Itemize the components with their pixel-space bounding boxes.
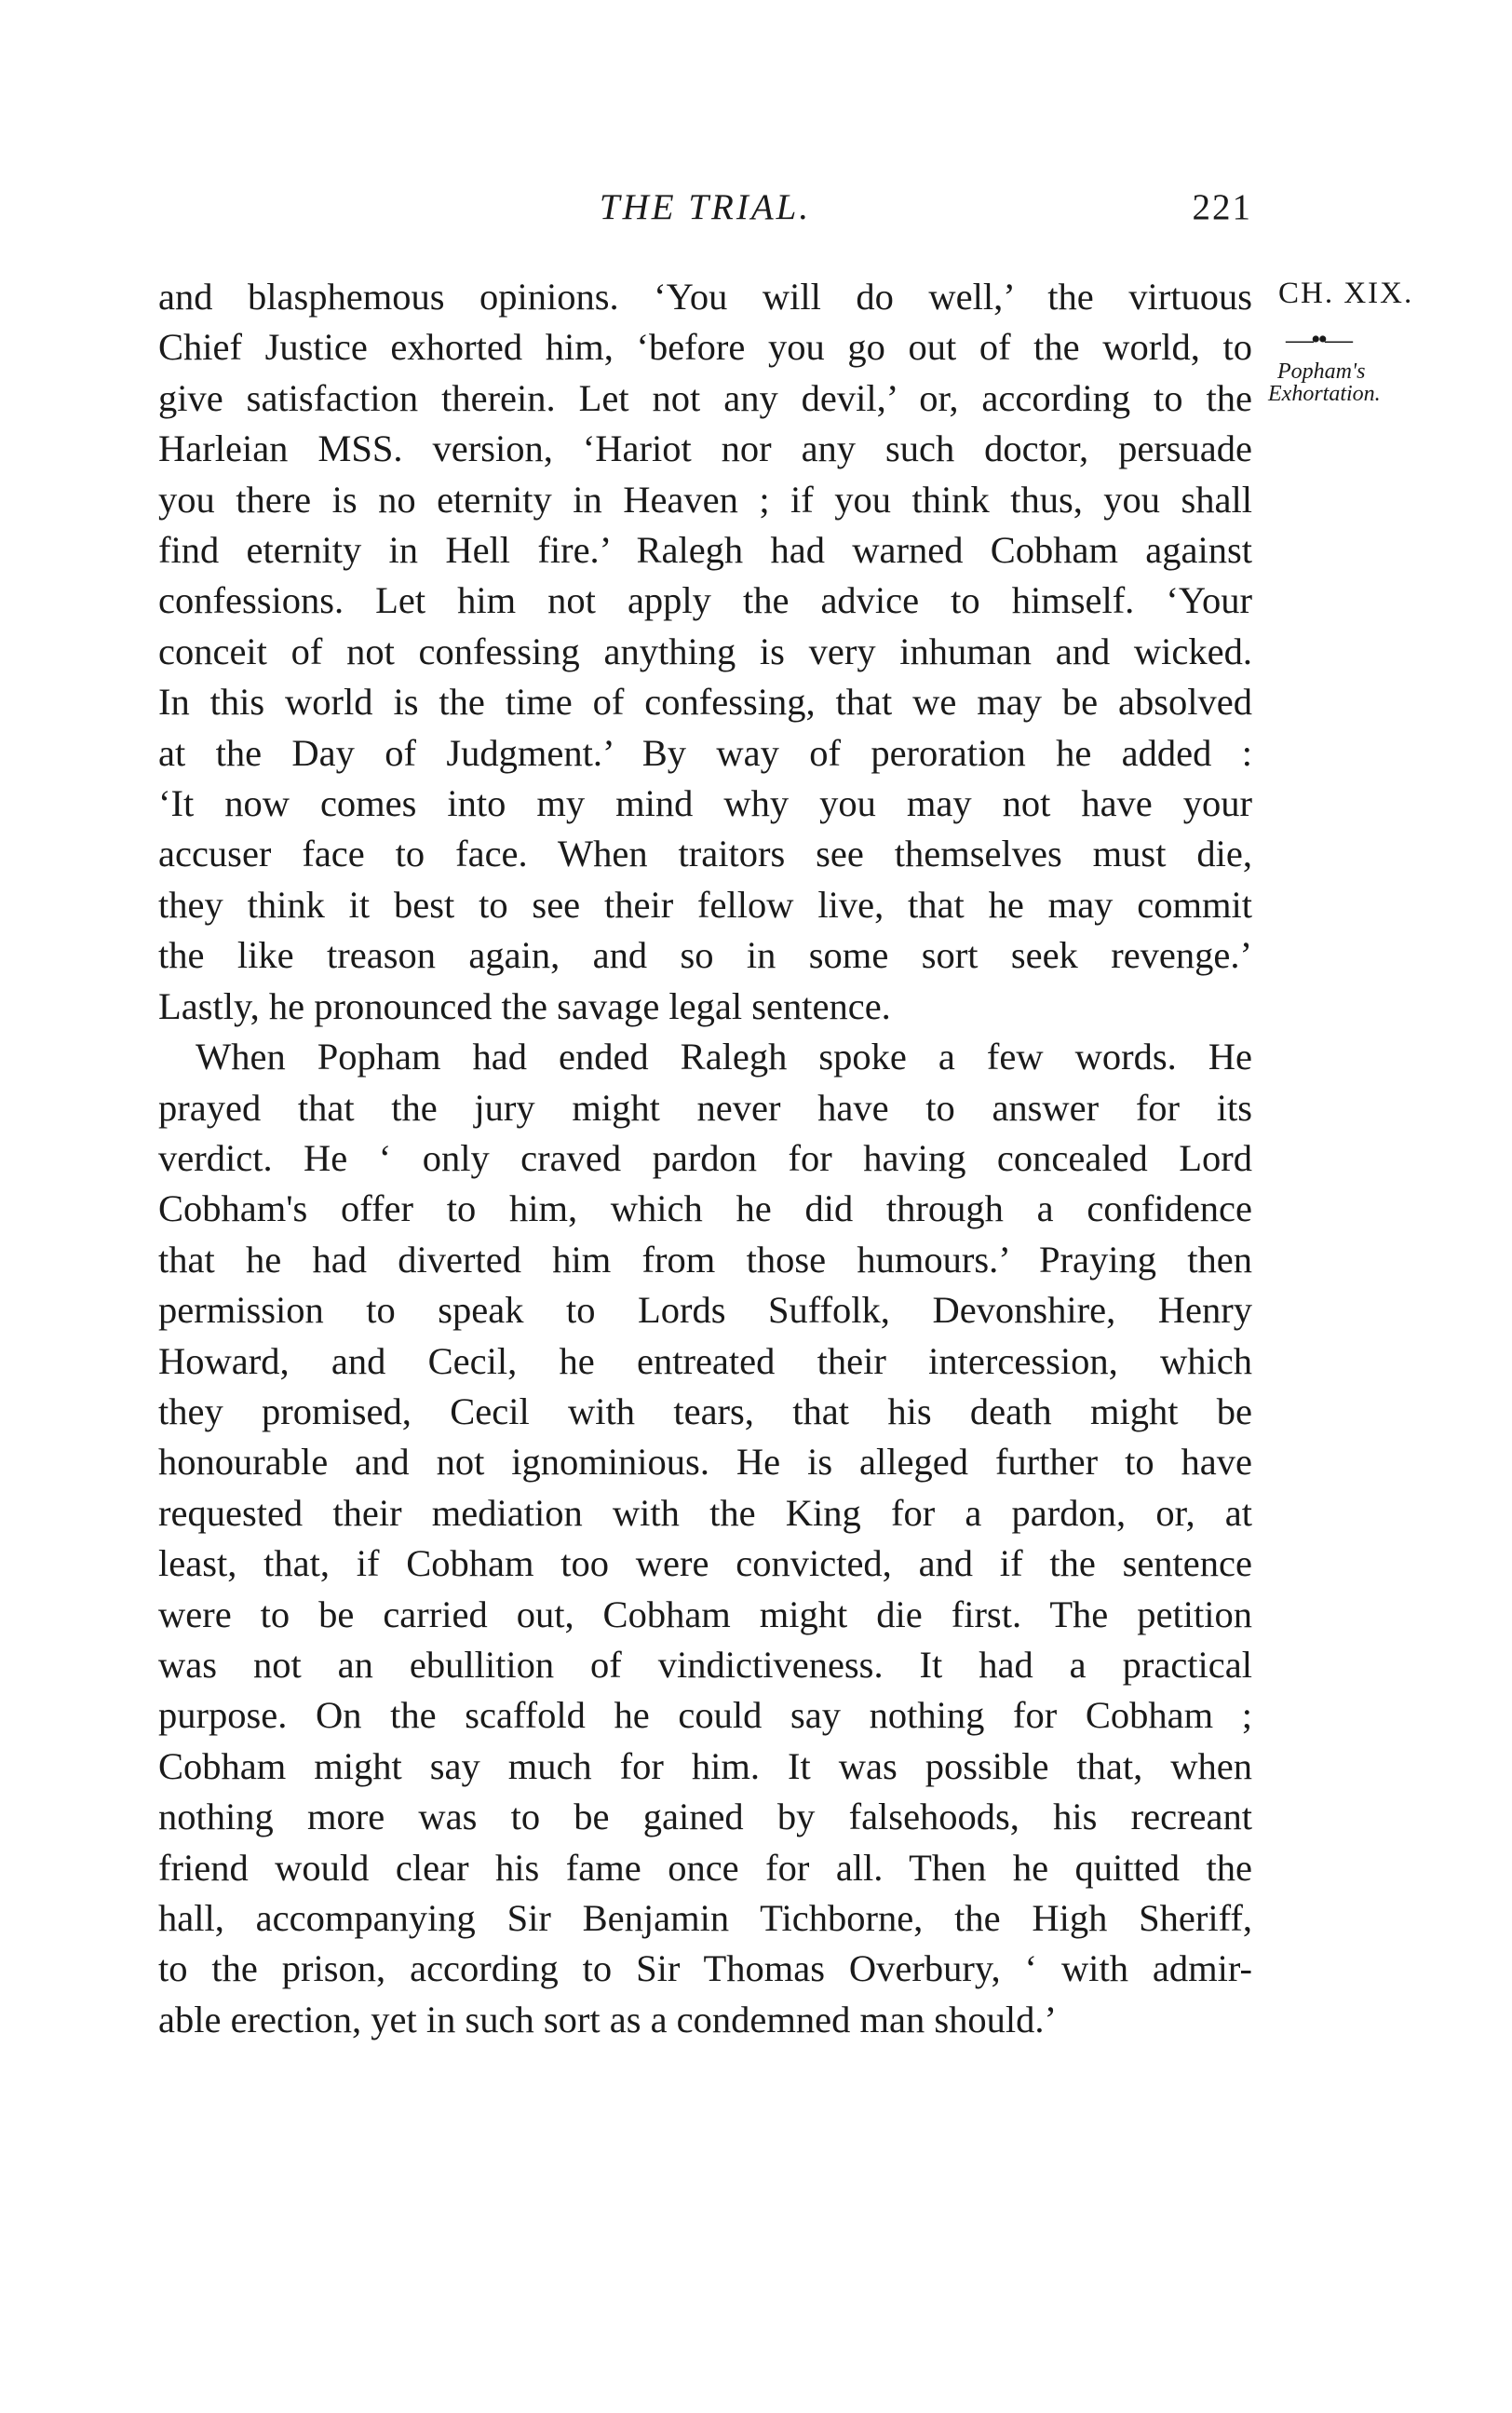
text-line: requested their mediation with the King for a pardon, or, at: [158, 1491, 1252, 1534]
text-line: were to be carried out, Cobham might die first. The petition: [158, 1593, 1252, 1635]
text-line: conceit of not confessing anything is very inhuman and wicked.: [158, 630, 1252, 672]
text-line: Lastly, he pronounced the savage legal sentence.: [158, 984, 891, 1027]
text-line: verdict. He ‘ only craved pardon for having concealed Lord: [158, 1136, 1252, 1179]
text-line: When Popham had ended Ralegh spoke a few words. He: [196, 1036, 1252, 1078]
text-line: give satisfaction therein. Let not any devil,’ or, according to the: [158, 376, 1252, 419]
text-line: honourable and not ignominious. He is alleged further to have: [158, 1441, 1252, 1484]
paragraph: [158, 272, 1252, 1032]
margin-note: [1268, 360, 1381, 405]
page-number: 221: [1192, 187, 1252, 227]
text-line: the like treason again, and so in some sort seek revenge.’: [158, 934, 1252, 977]
margin-chapter-label: CH. XIX.: [1278, 277, 1414, 310]
text-line: hall, accompanying Sir Benjamin Tichborne, the High Sheriff,: [158, 1897, 1252, 1939]
text-line: nothing more was to be gained by falsehoods, his recreant: [158, 1796, 1252, 1838]
text-line: to the prison, according to Sir Thomas Overbury, ‘ with admir-: [158, 1947, 1252, 1990]
text-line: Cobham might say much for him. It was possible that, when: [158, 1744, 1252, 1787]
text-line: and blasphemous opinions. ‘You will do well,’ the virtuous: [158, 276, 1252, 318]
text-line: able erection, yet in such sort as a condemned man should.’: [158, 1998, 1057, 2040]
text-line: accuser face to face. When traitors see themselves must die,: [158, 833, 1252, 875]
text-line: at the Day of Judgment.’ By way of peroration he added :: [158, 731, 1252, 774]
text-line: least, that, if Cobham too were convicted, and if the sentence: [158, 1542, 1252, 1585]
text-line: find eternity in Hell fire.’ Ralegh had warned Cobham against: [158, 529, 1252, 572]
text-line: friend would clear his fame once for all. Then he quitted the: [158, 1846, 1252, 1889]
text-line: Chief Justice exhorted him, ‘before you go out of the world, to: [158, 326, 1252, 369]
text-line: prayed that the jury might never have to answer for its: [158, 1086, 1252, 1129]
text-line: was not an ebullition of vindictiveness. It had a practical: [158, 1643, 1252, 1686]
text-line: they promised, Cecil with tears, that his death might be: [158, 1390, 1252, 1432]
text-line: Harleian MSS. version, ‘Hariot nor any such doctor, persuade: [158, 427, 1252, 470]
paragraph: [158, 1032, 1252, 2045]
text-line: Howard, and Cecil, he entreated their intercession, which: [158, 1339, 1252, 1382]
text-line: In this world is the time of confessing, that we may be absolved: [158, 681, 1252, 724]
body-text: [158, 272, 1252, 2045]
text-line: permission to speak to Lords Suffolk, Devonshire, Henry: [158, 1289, 1252, 1332]
running-title: THE TRIAL.: [599, 187, 812, 227]
margin-note-line: Popham's: [1277, 359, 1366, 384]
text-line: they think it best to see their fellow live, that he may commit: [158, 883, 1252, 926]
text-line: purpose. On the scaffold he could say nothing for Cobham ;: [158, 1694, 1252, 1737]
text-line: Cobham's offer to him, which he did through a confidence: [158, 1187, 1252, 1230]
text-line: you there is no eternity in Heaven ; if you think thus, you shall: [158, 478, 1252, 521]
running-head: [158, 186, 1252, 242]
margin-note-line: Exhortation.: [1268, 382, 1381, 406]
text-line: that he had diverted him from those humours.’ Praying then: [158, 1238, 1252, 1281]
margin-ornament: —••—: [1286, 324, 1351, 355]
text-line: confessions. Let him not apply the advice to himself. ‘Your: [158, 579, 1252, 622]
text-line: ‘It now comes into my mind why you may not have your: [158, 782, 1252, 825]
